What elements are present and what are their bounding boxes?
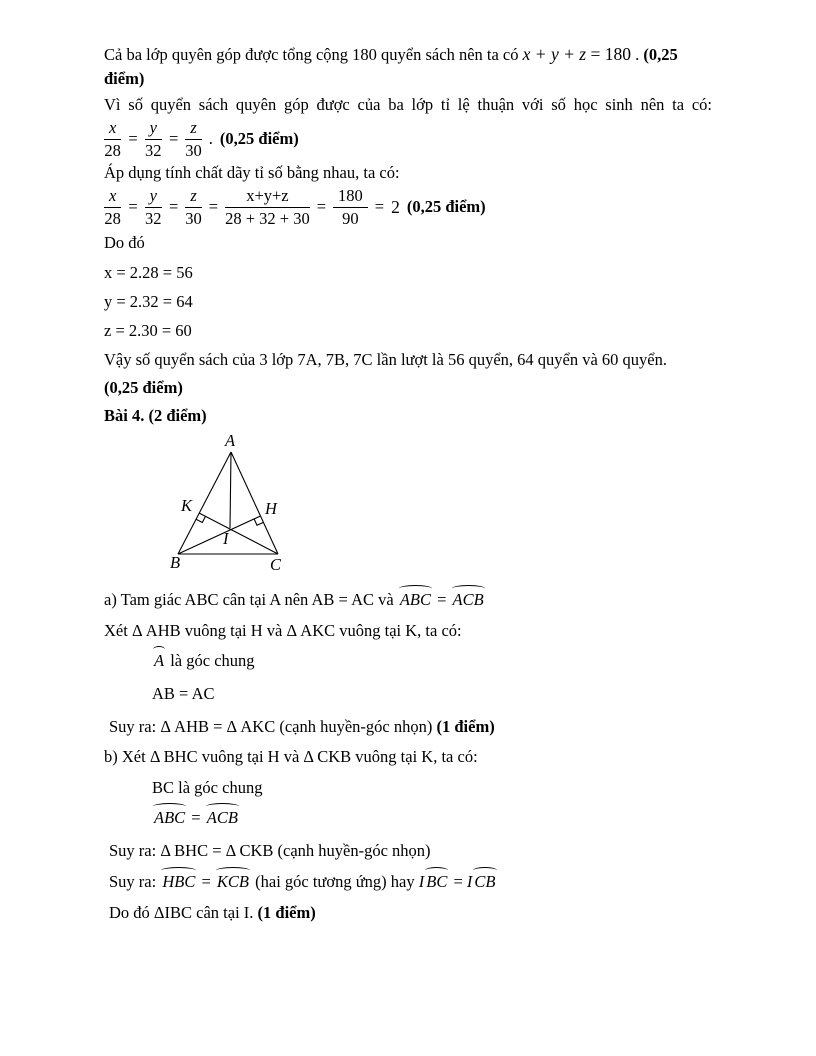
angle-HBC: HBC bbox=[160, 869, 197, 894]
bc-common-line: BC là góc chung bbox=[152, 778, 263, 797]
denominator: 28 bbox=[104, 140, 121, 160]
point-label-H: H bbox=[265, 499, 277, 518]
segment-CK bbox=[199, 513, 278, 554]
dot: . bbox=[208, 129, 213, 148]
numerator: y bbox=[145, 186, 162, 208]
part-a-consider-line: Xét Δ AHB vuông tại H và Δ AKC vuông tại K, ta có: bbox=[104, 621, 462, 640]
text-run: Suy ra: bbox=[109, 872, 161, 891]
fraction-y-32 bbox=[145, 186, 162, 229]
angle-KCB: KCB bbox=[215, 869, 251, 894]
numerator: x bbox=[104, 186, 121, 208]
corresponding-angles-line bbox=[104, 869, 712, 894]
math-180: = 180 bbox=[586, 44, 631, 64]
numerator: x+y+z bbox=[225, 186, 310, 208]
text-run: Cả ba lớp quyên góp được tổng cộng 180 quyển sách nên ta có bbox=[104, 45, 523, 64]
fraction-180-90 bbox=[333, 186, 368, 229]
fraction-x-28 bbox=[104, 118, 121, 161]
angle-IBC: BC bbox=[424, 869, 449, 894]
segment-AI bbox=[230, 452, 231, 528]
point-label-I: I bbox=[223, 529, 229, 548]
solution-line-total-books bbox=[104, 42, 712, 91]
dot: . bbox=[630, 45, 644, 64]
equals-sign: = bbox=[168, 129, 179, 148]
text-run: Do đó ΔIBC cân tại I. bbox=[109, 903, 258, 922]
angle-ABC: ABC bbox=[152, 805, 187, 830]
angle-equality-line bbox=[104, 805, 712, 830]
triangle-figure-svg bbox=[162, 430, 312, 578]
solution-line-therefore: Do đó bbox=[104, 233, 145, 252]
fraction-x-28 bbox=[104, 186, 121, 229]
math-xyz: x + y + z bbox=[522, 44, 587, 64]
point-I: I bbox=[466, 872, 473, 891]
segment-BH bbox=[178, 516, 261, 554]
equals-sign: = bbox=[168, 197, 179, 216]
solution-line-y-value: y = 2.32 = 64 bbox=[104, 292, 193, 311]
equals-sign: = bbox=[208, 197, 219, 216]
equation-ratio-2 bbox=[104, 185, 712, 229]
point-I: I bbox=[418, 872, 425, 891]
result-value: 2 bbox=[391, 197, 400, 217]
denominator: 32 bbox=[145, 208, 162, 228]
text-run: là góc chung bbox=[166, 651, 255, 670]
denominator: 28 bbox=[104, 208, 121, 228]
problem-4-heading: Bài 4. (2 điểm) bbox=[104, 406, 207, 425]
angle-ABC: ABC bbox=[398, 587, 433, 612]
ab-ac-line: AB = AC bbox=[152, 684, 215, 703]
fraction-y-32 bbox=[145, 118, 162, 161]
equals-sign: = bbox=[432, 590, 451, 609]
solution-line-z-value: z = 2.30 = 60 bbox=[104, 321, 192, 340]
angle-ACB: ACB bbox=[451, 587, 486, 612]
text-run: Suy ra: Δ AHB = Δ AKC (cạnh huyền-góc nhọn) bbox=[109, 717, 437, 736]
triangle-diagram bbox=[162, 430, 712, 585]
equals-sign: = bbox=[374, 197, 385, 216]
denominator: 32 bbox=[145, 140, 162, 160]
numerator: z bbox=[185, 118, 202, 140]
part-a-result-line bbox=[104, 715, 712, 739]
vertex-label-B: B bbox=[170, 553, 181, 572]
score-badge: (1 điểm) bbox=[257, 903, 316, 922]
equation-ratio-1 bbox=[104, 117, 712, 161]
fraction-z-30 bbox=[185, 186, 202, 229]
denominator: 28 + 32 + 30 bbox=[225, 208, 310, 228]
solution-line-apply-property: Áp dụng tính chất dãy tỉ số bằng nhau, ta có: bbox=[104, 163, 400, 182]
denominator: 30 bbox=[185, 208, 202, 228]
score-line: (0,25 điểm) bbox=[104, 378, 183, 397]
equals-sign: = bbox=[187, 808, 205, 827]
solution-line-conclusion: Vậy số quyển sách của 3 lớp 7A, 7B, 7C lần lượt là 56 quyển, 64 quyển và 60 quyển. bbox=[104, 350, 668, 369]
fraction-z-30 bbox=[185, 118, 202, 161]
numerator: x bbox=[104, 118, 121, 140]
final-conclusion-line bbox=[104, 901, 712, 925]
text-run: (hai góc tương ứng) hay bbox=[251, 872, 419, 891]
solution-line-proportion-intro: Vì số quyển sách quyên góp được của ba lớp tỉ lệ thuận với số học sinh nên ta có: bbox=[104, 95, 712, 114]
point-label-K: K bbox=[181, 496, 193, 515]
equals-sign: = bbox=[128, 129, 138, 148]
numerator: 180 bbox=[333, 186, 368, 208]
equals-sign: = bbox=[449, 872, 467, 891]
text-run: a) Tam giác ABC cân tại A nên AB = AC và bbox=[104, 590, 398, 609]
angle-ICB: CB bbox=[472, 869, 497, 894]
denominator: 90 bbox=[342, 208, 359, 228]
part-a-line bbox=[104, 587, 712, 612]
angle-A: A bbox=[152, 648, 166, 673]
angle-ACB: ACB bbox=[205, 805, 240, 830]
fraction-sum bbox=[225, 186, 310, 229]
part-b-line: b) Xét Δ BHC vuông tại H và Δ CKB vuông tại K, ta có: bbox=[104, 747, 478, 766]
common-angle-line bbox=[104, 648, 712, 673]
numerator: z bbox=[185, 186, 202, 208]
equals-sign: = bbox=[316, 197, 327, 216]
equals-sign: = bbox=[197, 872, 215, 891]
score-badge: (1 điểm) bbox=[436, 717, 495, 736]
denominator: 30 bbox=[185, 140, 202, 160]
score-badge: (0,25 điểm) bbox=[104, 45, 678, 88]
numerator: y bbox=[145, 118, 162, 140]
solution-line-x-value: x = 2.28 = 56 bbox=[104, 263, 193, 282]
score-badge: (0,25 điểm) bbox=[219, 129, 299, 148]
equals-sign: = bbox=[128, 197, 138, 216]
vertex-label-C: C bbox=[270, 555, 282, 574]
part-b-result-line: Suy ra: Δ BHC = Δ CKB (cạnh huyền-góc nhọn) bbox=[109, 841, 431, 860]
vertex-label-A: A bbox=[225, 431, 236, 450]
score-badge: (0,25 điểm) bbox=[406, 197, 486, 216]
